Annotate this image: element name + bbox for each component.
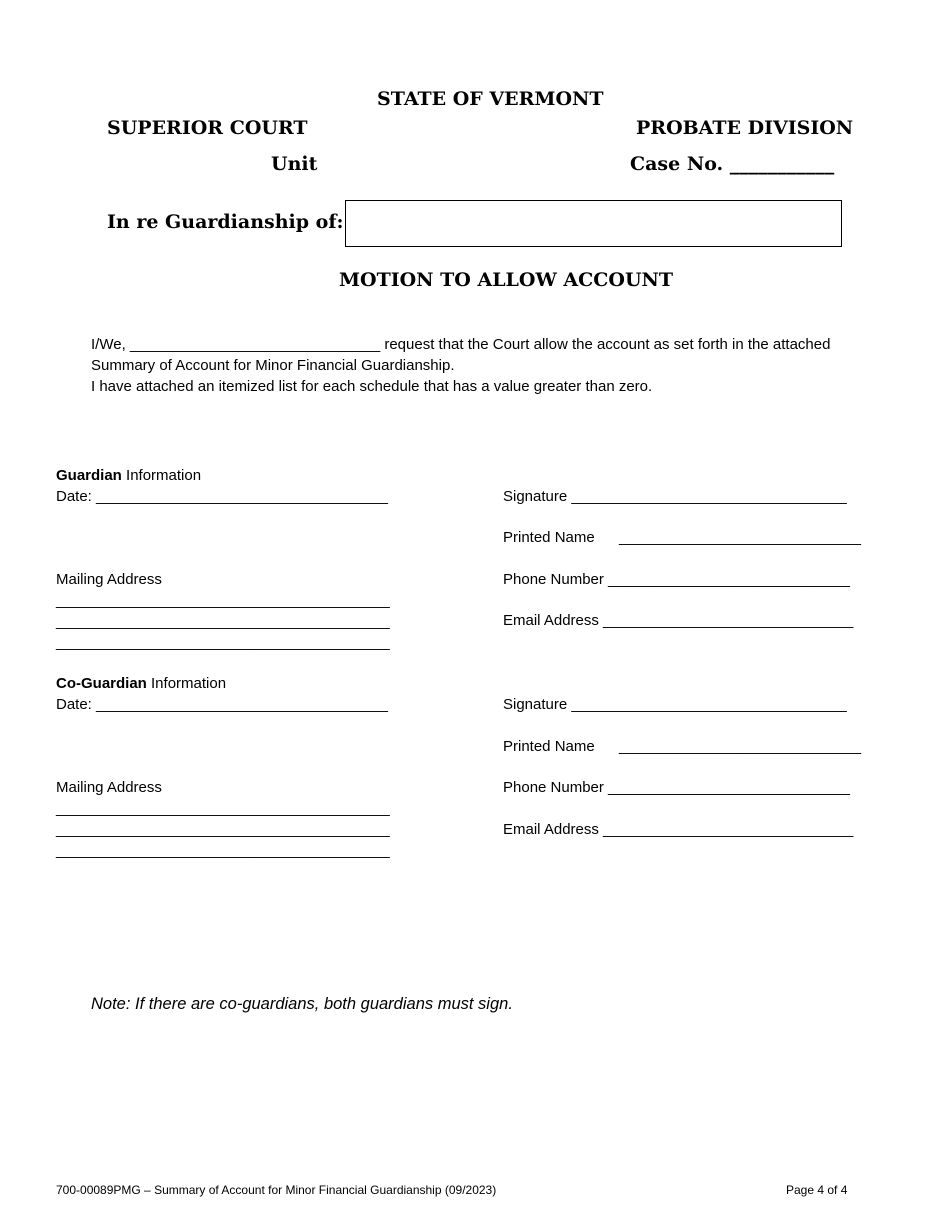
guardian-phone-field[interactable]: Phone Number _____________________________ <box>503 571 850 588</box>
guardian-heading <box>56 467 201 484</box>
guardian-address-line-1[interactable]: ________________________________________ <box>56 592 390 609</box>
co-guardian-note: Note: If there are co-guardians, both guardians must sign. <box>91 995 513 1013</box>
state-heading: STATE OF VERMONT <box>377 88 604 110</box>
guardian-address-line-2[interactable]: ________________________________________ <box>56 613 390 630</box>
request-line-2: Summary of Account for Minor Financial Guardianship. <box>91 357 455 374</box>
co-guardian-date-field[interactable]: Date: ___________________________________ <box>56 696 388 713</box>
guardian-heading-rest: Information <box>121 467 202 484</box>
court-heading: SUPERIOR COURT <box>107 117 308 139</box>
co-guardian-heading-bold: Co-Guardian <box>56 675 147 692</box>
co-guardian-mailing-label: Mailing Address <box>56 779 162 796</box>
footer-page-number: Page 4 of 4 <box>786 1183 848 1197</box>
co-guardian-address-line-1[interactable]: ________________________________________ <box>56 800 390 817</box>
case-number-label: Case No. ___________ <box>630 153 835 175</box>
guardian-printed-name-label: Printed Name <box>503 529 595 546</box>
co-guardian-address-line-3[interactable]: ________________________________________ <box>56 842 390 859</box>
division-heading: PROBATE DIVISION <box>636 117 854 139</box>
guardian-printed-name-field[interactable]: _____________________________ <box>619 529 861 546</box>
request-line <box>91 336 830 353</box>
requester-name-field[interactable]: I/We, ______________________________ <box>91 336 385 353</box>
footer-form-id: 700-00089PMG – Summary of Account for Minor Financial Guardianship (09/2023) <box>56 1183 497 1197</box>
request-text: request that the Court allow the account as set forth in the attached <box>384 336 831 353</box>
guardian-signature-field[interactable]: Signature _________________________________ <box>503 488 847 505</box>
co-guardian-heading <box>56 675 226 692</box>
guardian-address-line-3[interactable]: ________________________________________ <box>56 634 390 651</box>
co-guardian-email-field[interactable]: Email Address ______________________________ <box>503 821 854 838</box>
guardian-email-field[interactable]: Email Address ______________________________ <box>503 612 854 629</box>
guardian-heading-bold: Guardian <box>56 467 122 484</box>
co-guardian-phone-field[interactable]: Phone Number _____________________________ <box>503 779 850 796</box>
ward-name-field[interactable] <box>345 200 842 247</box>
co-guardian-signature-field[interactable]: Signature _________________________________ <box>503 696 847 713</box>
itemized-statement: I have attached an itemized list for each schedule that has a value greater than zero. <box>91 378 653 395</box>
co-guardian-printed-name-label: Printed Name <box>503 738 595 755</box>
unit-label: Unit <box>271 153 318 175</box>
guardian-date-field[interactable]: Date: ___________________________________ <box>56 488 388 505</box>
in-re-label: In re Guardianship of: <box>107 211 344 233</box>
co-guardian-printed-name-field[interactable]: _____________________________ <box>619 738 861 755</box>
co-guardian-address-line-2[interactable]: ________________________________________ <box>56 821 390 838</box>
guardian-mailing-label: Mailing Address <box>56 571 162 588</box>
co-guardian-heading-rest: Information <box>146 675 227 692</box>
form-title: MOTION TO ALLOW ACCOUNT <box>339 269 674 291</box>
